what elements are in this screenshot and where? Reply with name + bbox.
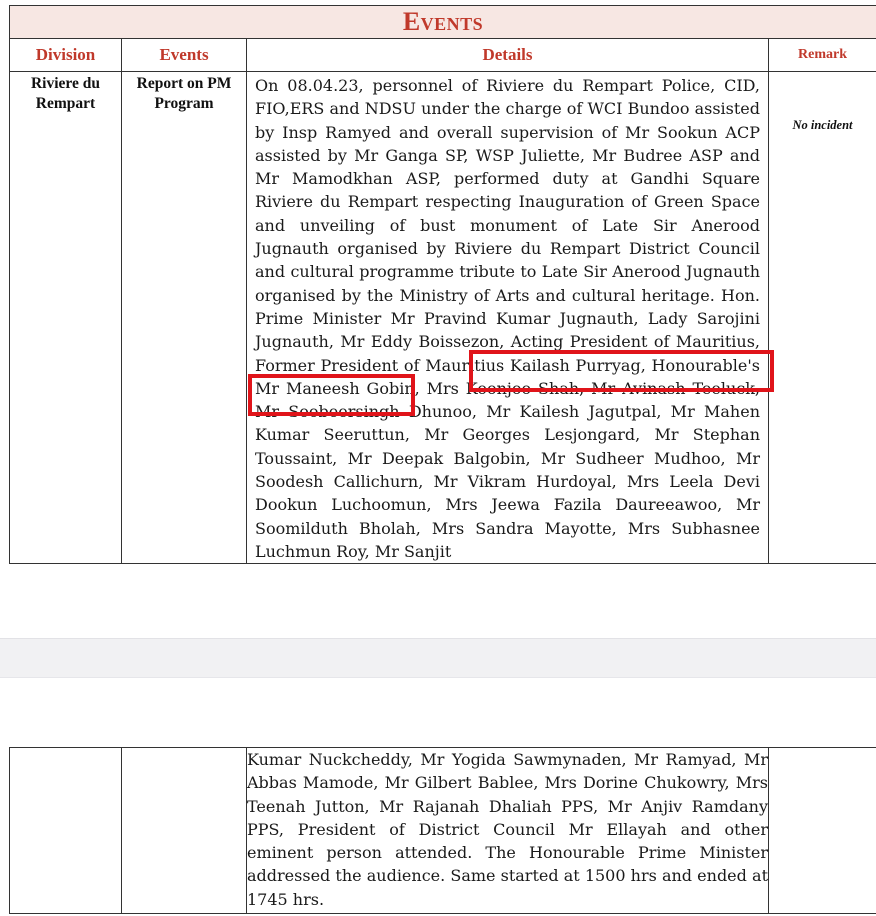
details-text: On 08.04.23, personnel of Riviere du Rempart Police, CID, FIO,ERS and NDSU under the charge of WCI Bundoo assisted by Insp Ramyed and overall supervision of Mr Sookun ACP assisted by Mr Ganga SP, WSP Juliette, Mr Budree ASP and Mr Mamodkhan ASP, performed duty at Gandhi Square Riviere du Rempart respecting Inauguration of Green Space and unveiling of bust monument of Late Sir Anerood Jugnauth organised by Riviere du Rempart District Council and cultural programme tribute to Late Sir Anerood Jugnauth organised by the Ministry of Arts and cultural heritage. Hon. Prime Minister Mr Pravind Kumar Jugnauth, Lady Sarojini Jugnauth, Mr Eddy Boissezon, Acting President of Mauritius, Former President of Mauritius Kailash Purryag, Honourable's Mr Maneesh Gobin, Mrs Koonjoo Shah, Mr Avinash Teeluck, Mr Soobeersingh Dhunoo, Mr Kailesh Jagutpal, Mr Mahen Kumar Seeruttun, Mr Georges Lesjongard, Mr Stephan Toussaint, Mr Deepak Balgobin, Mr Sudheer Mudhoo, Mr Soodesh Callichurn, Mr Vikram Hurdoyal, Mrs Leela Devi Dookun Luchoomun, Mrs Jeewa Fazila Daureeawoo, Mr Soomilduth Bholah, Mrs Sandra Mayotte, Mrs Subhasnee Luchmun Roy, Mr Sanjit <box>255 76 760 561</box>
remark-cell: No incident <box>769 72 876 564</box>
event-cell-empty <box>122 748 247 914</box>
details-continuation-text: Kumar Nuckcheddy, Mr Yogida Sawmynaden, Mr Ramyad, Mr Abbas Mamode, Mr Gilbert Bablee, Mrs Dorine Chukowry, Mrs Teenah Jutton, Mr Rajanah Dhaliah PPS, Mr Anjiv Ramdany PPS, President of District Council Mr Ellayah and other eminent person attended. The Honourable Prime Minister addressed the audience. Same started at 1500 hrs and ended at 1745 hrs. <box>247 748 769 914</box>
header-details: Details <box>247 39 769 72</box>
header-remark: Remark <box>769 39 876 72</box>
header-division: Division <box>10 39 122 72</box>
division-cell: Riviere du Rempart <box>10 72 122 564</box>
table-title: Events <box>10 6 876 39</box>
division-cell-empty <box>10 748 122 914</box>
page-separator <box>0 638 876 678</box>
remark-cell-empty <box>769 748 876 914</box>
details-cell <box>247 72 769 564</box>
events-table-continuation <box>9 747 876 914</box>
event-cell: Report on PM Program <box>122 72 247 564</box>
events-table <box>9 5 876 564</box>
header-events: Events <box>122 39 247 72</box>
